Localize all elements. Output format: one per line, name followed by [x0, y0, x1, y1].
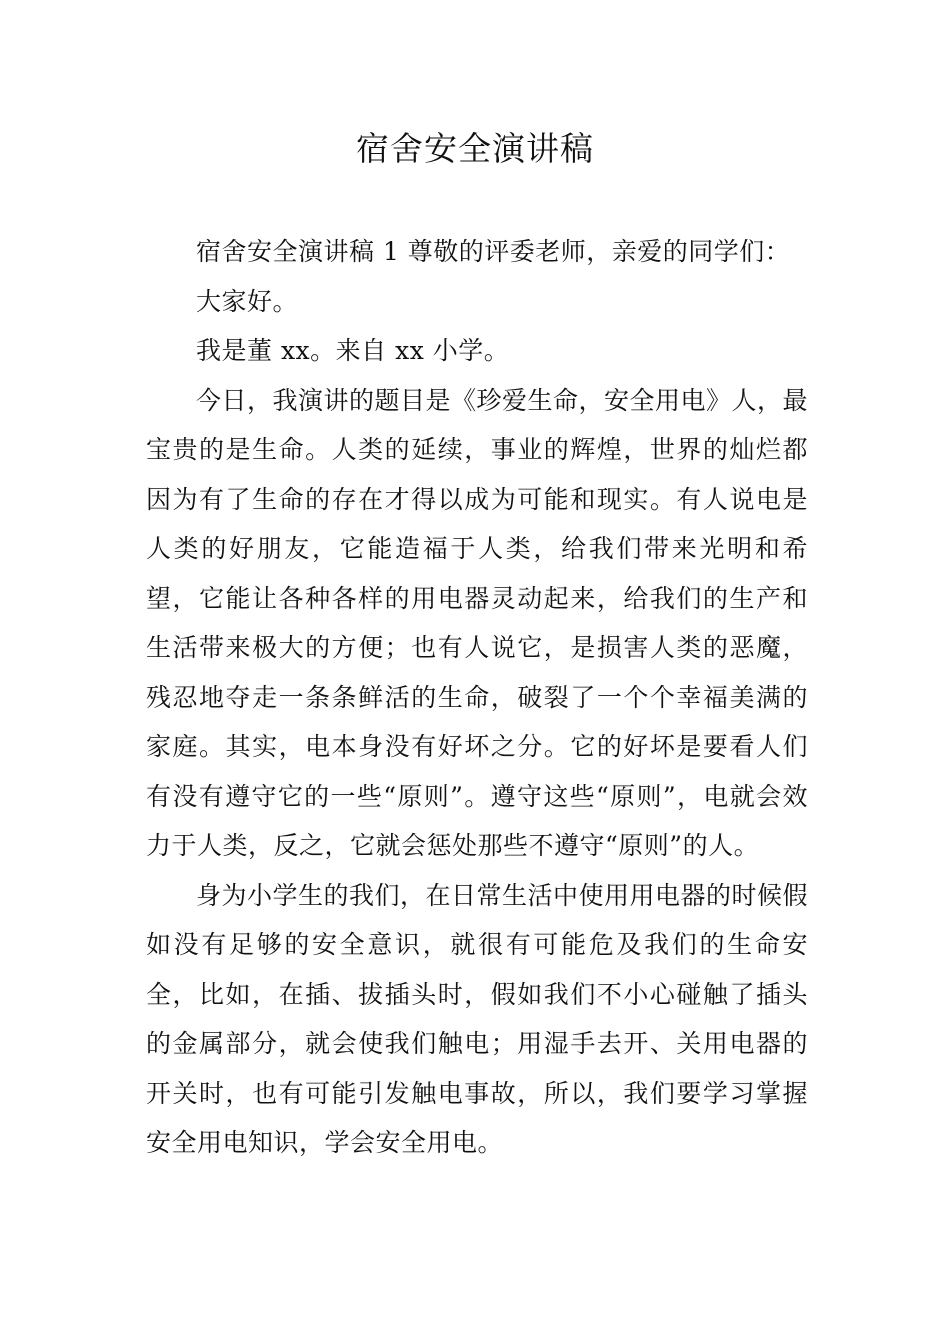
paragraph-topic: 今日，我演讲的题目是《珍爱生命，安全用电》人，最宝贵的是生命。人类的延续，事业的辉煌，世界的灿烂都因为有了生命的存在才得以成为可能和现实。有人说电是人类的好朋友，它能造福于人类，给我们带来光明和希望，它能让各种各样的用电器灵动起来，给我们的生产和生活带来极大的方便；也有人说它，是损害人类的恶魔，残忍地夺走一条条鲜活的生命，破裂了一个个幸福美满的家庭。其实，电本身没有好坏之分。它的好坏是要看人们有没有遵守它的一些“原则”。遵守这些“原则”，电就会效力于人类，反之，它就会惩处那些不遵守“原则”的人。 — [146, 385, 809, 860]
paragraph-intro: 我是董 xx。来自 xx 小学。 — [196, 336, 510, 365]
document-title: 宿舍安全演讲稿 — [356, 129, 594, 168]
paragraph-greeting: 宿舍安全演讲稿 1 尊敬的评委老师，亲爱的同学们： — [196, 237, 791, 266]
paragraph-students: 身为小学生的我们，在日常生活中使用用电器的时候假如没有足够的安全意识，就很有可能危及我们的生命安全，比如，在插、拔插头时，假如我们不小心碰触了插头的金属部分，就会使我们触电；用湿手去开、关用电器的开关时，也有可能引发触电事故，所以，我们要学习掌握安全用电知识，学会安全用电。 — [146, 880, 809, 1157]
paragraph-hello: 大家好。 — [196, 286, 299, 316]
document-body — [146, 227, 808, 1168]
